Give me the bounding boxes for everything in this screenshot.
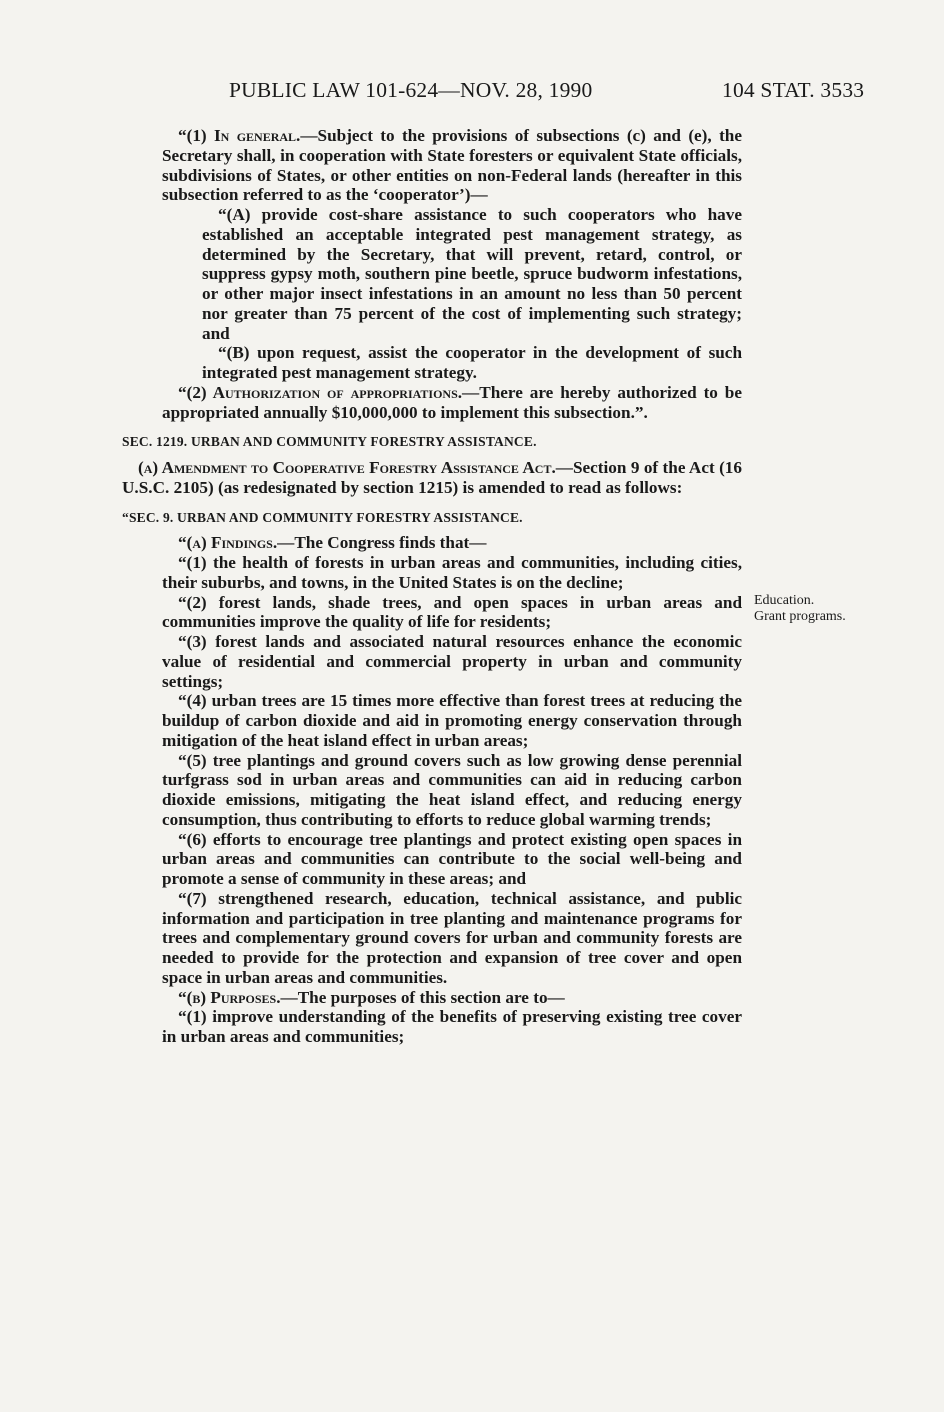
subsection-a <box>122 458 742 498</box>
finding-6: “(6) efforts to encourage tree plantings and protect existing open spaces in urban areas and communities can contribute to the social well-being and promote a sense of community in these areas; and <box>162 829 742 888</box>
margin-note-grant-programs: Grant programs. <box>754 609 846 624</box>
subsection-text: —Section 9 of the Act (16 U.S.C. 2105) (as redesignated by section 1215) is amended to read as follows: <box>122 458 742 497</box>
subsection-heading: “(b) Purposes. <box>178 987 281 1007</box>
finding-4: “(4) urban trees are 15 times more effective than forest trees at reducing the buildup of carbon dioxide and aid in promoting energy conservation through mitigation of the heat island effect in urban areas; <box>162 691 742 750</box>
subsection-heading: “(a) Findings. <box>178 533 278 553</box>
finding-5: “(5) tree plantings and ground covers such as low growing dense perennial turfgrass sod in urban areas and communities can aid in reducing carbon dioxide emissions, mitigating the heat island effect, and reducing energy consumption, thus contributing to efforts to reduce global warming trends; <box>162 750 742 829</box>
finding-2: “(2) forest lands, shade trees, and open spaces in urban areas and communities improve the quality of life for residents; <box>162 592 742 632</box>
paragraph-heading: “(2) Authorization of appropriations. <box>178 382 463 402</box>
finding-3: “(3) forest lands and associated natural resources enhance the economic value of residential and commercial property in urban and community settings; <box>162 632 742 691</box>
paragraph-1 <box>122 126 742 205</box>
purpose-1: “(1) improve understanding of the benefits of preserving existing tree cover in urban areas and communities; <box>162 1007 742 1046</box>
running-header: PUBLIC LAW 101-624—NOV. 28, 1990 <box>229 78 593 102</box>
section-heading-1219: SEC. 1219. URBAN AND COMMUNITY FORESTRY ASSISTANCE. <box>122 434 537 450</box>
section-heading-9: “SEC. 9. URBAN AND COMMUNITY FORESTRY ASSISTANCE. <box>122 509 523 525</box>
margin-note <box>754 593 846 625</box>
paragraph-text: —There are hereby authorized to be appropriated annually $10,000,000 to implement this subsection.”. <box>162 382 742 422</box>
subparagraph-A: “(A) provide cost-share assistance to such cooperators who have established an acceptable integrated pest management strategy, as determined by the Secretary, that will prevent, retard, control, or suppress gypsy moth, southern pine beetle, spruce budworm infestations, or other major insect infestations in an amount no less than 50 percent nor greater than 75 percent of the cost of implementing such strategy; and <box>202 205 742 343</box>
finding-1: “(1) the health of forests in urban areas and communities, including cities, their suburbs, and towns, in the United States is on the decline; <box>162 553 742 592</box>
findings-heading <box>122 533 742 553</box>
finding-7: “(7) strengthened research, education, technical assistance, and public information and participation in tree planting and maintenance programs for trees and complementary ground covers for urban and community forests are needed to provide for the protection and expansion of tree cover and open space in urban areas and communities. <box>162 888 742 987</box>
body-text <box>122 126 742 1047</box>
subsection-text: —The Congress finds that— <box>277 533 487 553</box>
margin-note-education: Education. <box>754 593 815 608</box>
subsection-text: —The purposes of this section are to— <box>280 987 565 1007</box>
page-citation: 104 STAT. 3533 <box>722 78 865 102</box>
paragraph-text: —Subject to the provisions of subsections (c) and (e), the Secretary shall, in cooperation with State foresters or equivalent State officials, subdivisions of States, or other entities on non-Federal lands (hereafter in this subsection referred to as the ‘cooperator’)— <box>162 126 742 205</box>
subsection-heading: (a) Amendment to Cooperative Forestry Assistance Act. <box>138 458 556 477</box>
paragraph-2 <box>122 383 742 423</box>
purposes-heading <box>122 988 742 1008</box>
paragraph-heading: “(1) In general. <box>178 126 301 145</box>
subparagraph-B: “(B) upon request, assist the cooperator in the development of such integrated pest management strategy. <box>202 343 742 382</box>
